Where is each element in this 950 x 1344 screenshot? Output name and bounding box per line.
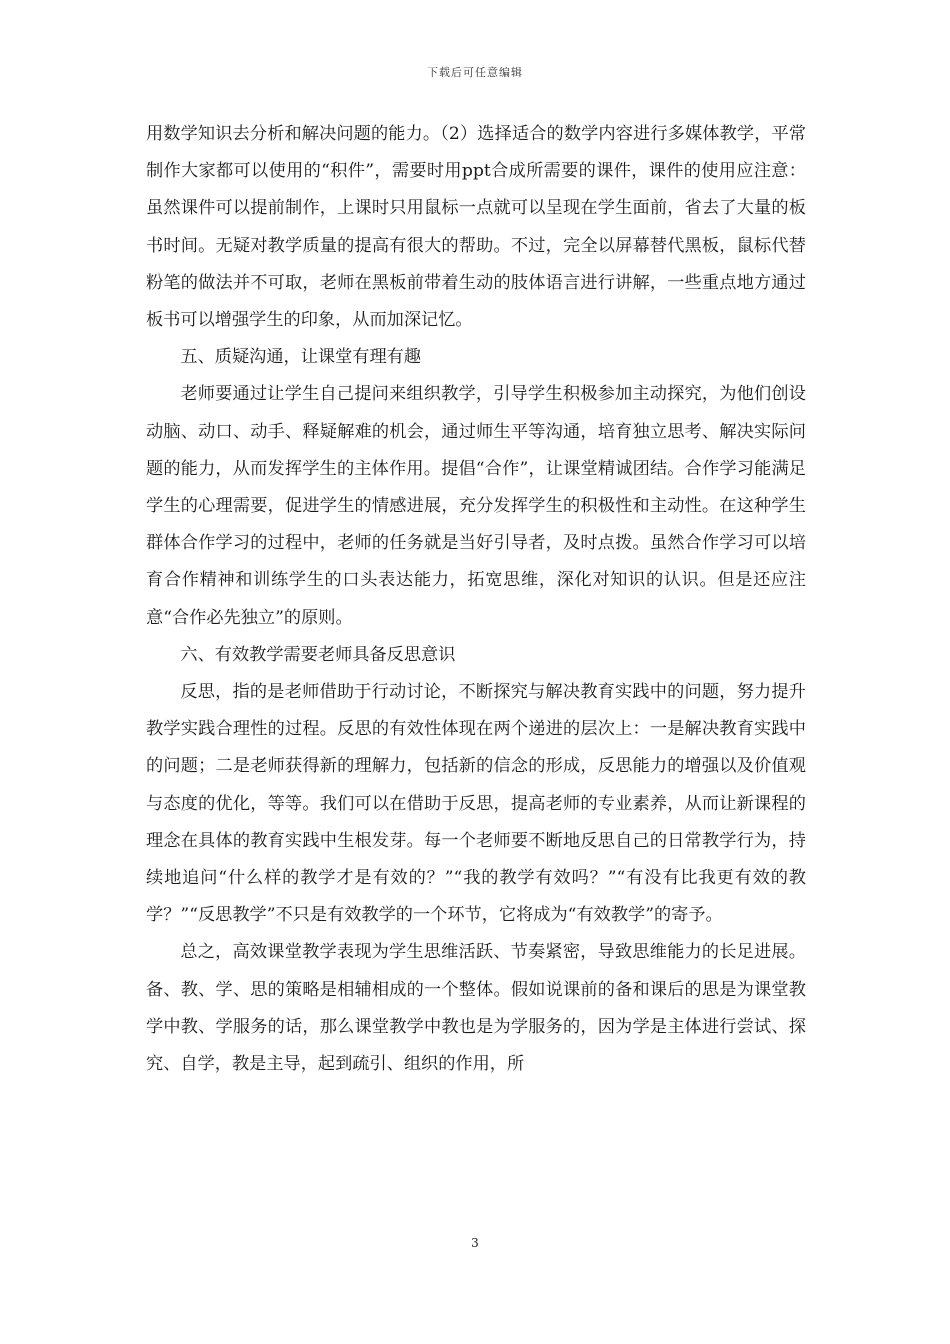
paragraph-questioning: 老师要通过让学生自己提问来组织教学，引导学生积极参加主动探究，为他们创设动脑、动口、动手、释疑解难的机会，通过师生平等沟通，培育独立思考、解决实际问题的能力，从而发挥学生的主体作用。提倡“合作”，让课堂精诚团结。合作学习能满足学生的心理需要，促进学生的情感进展，充分发挥学生的积极性和主动性。在这种学生群体合作学习的过程中，老师的任务就是当好引导者，及时点拨。虽然合作学习可以培育合作精神和训练学生的口头表达能力，拓宽思维，深化对知识的认识。但是还应注意“合作必先独立”的原则。 bbox=[146, 384, 806, 628]
section-heading-5: 五、质疑沟通，让课堂有理有趣 bbox=[180, 347, 422, 368]
paragraph-multimedia: 用数学知识去分析和解决问题的能力。（2）选择适合的数学内容进行多媒体教学，平常制作大家都可以使用的“积件”，需要时用ppt合成所需要的课件，课件的使用应注意：虽然课件可以提前制作，上课时只用鼠标一点就可以呈现在学生面前，省去了大量的板书时间。无疑对教学质量的提高有很大的帮助。不过，完全以屏幕替代黑板，鼠标代替粉笔的做法并不可取，老师在黑板前带着生动的肢体语言进行讲解，一些重点地方通过板书可以增强学生的印象，从而加深记忆。 bbox=[146, 124, 806, 331]
document-body bbox=[146, 116, 806, 1083]
paragraph-reflection: 反思，指的是老师借助于行动讨论，不断探究与解决教育实践中的问题，努力提升教学实践合理性的过程。反思的有效性体现在两个递进的层次上：一是解决教育实践中的问题；二是老师获得新的理解力，包括新的信念的形成，反思能力的增强以及价值观与态度的优化，等等。我们可以在借助于反思，提高老师的专业素养，从而让新课程的理念在具体的教育实践中生根发芽。每一个老师要不断地反思自己的日常教学行为，持续地追问“什么样的教学才是有效的？”“我的教学有效吗？”“有没有比我更有效的教学？”“反思教学”不只是有效教学的一个环节，它将成为“有效教学”的寄予。 bbox=[146, 682, 806, 926]
section-heading-6: 六、有效教学需要老师具备反思意识 bbox=[180, 644, 456, 665]
page-number: 3 bbox=[471, 1236, 479, 1250]
paragraph-summary: 总之，高效课堂教学表现为学生思维活跃、节奏紧密，导致思维能力的长足进展。备、教、学、思的策略是相辅相成的一个整体。假如说课前的备和课后的思是为课堂教学中教、学服务的话，那么课堂教学中教也是为学服务的，因为学是主体进行尝试、探究、自学，教是主导，起到疏引、组织的作用，所 bbox=[146, 942, 806, 1075]
page-header: 下载后可任意编辑 bbox=[427, 66, 523, 79]
